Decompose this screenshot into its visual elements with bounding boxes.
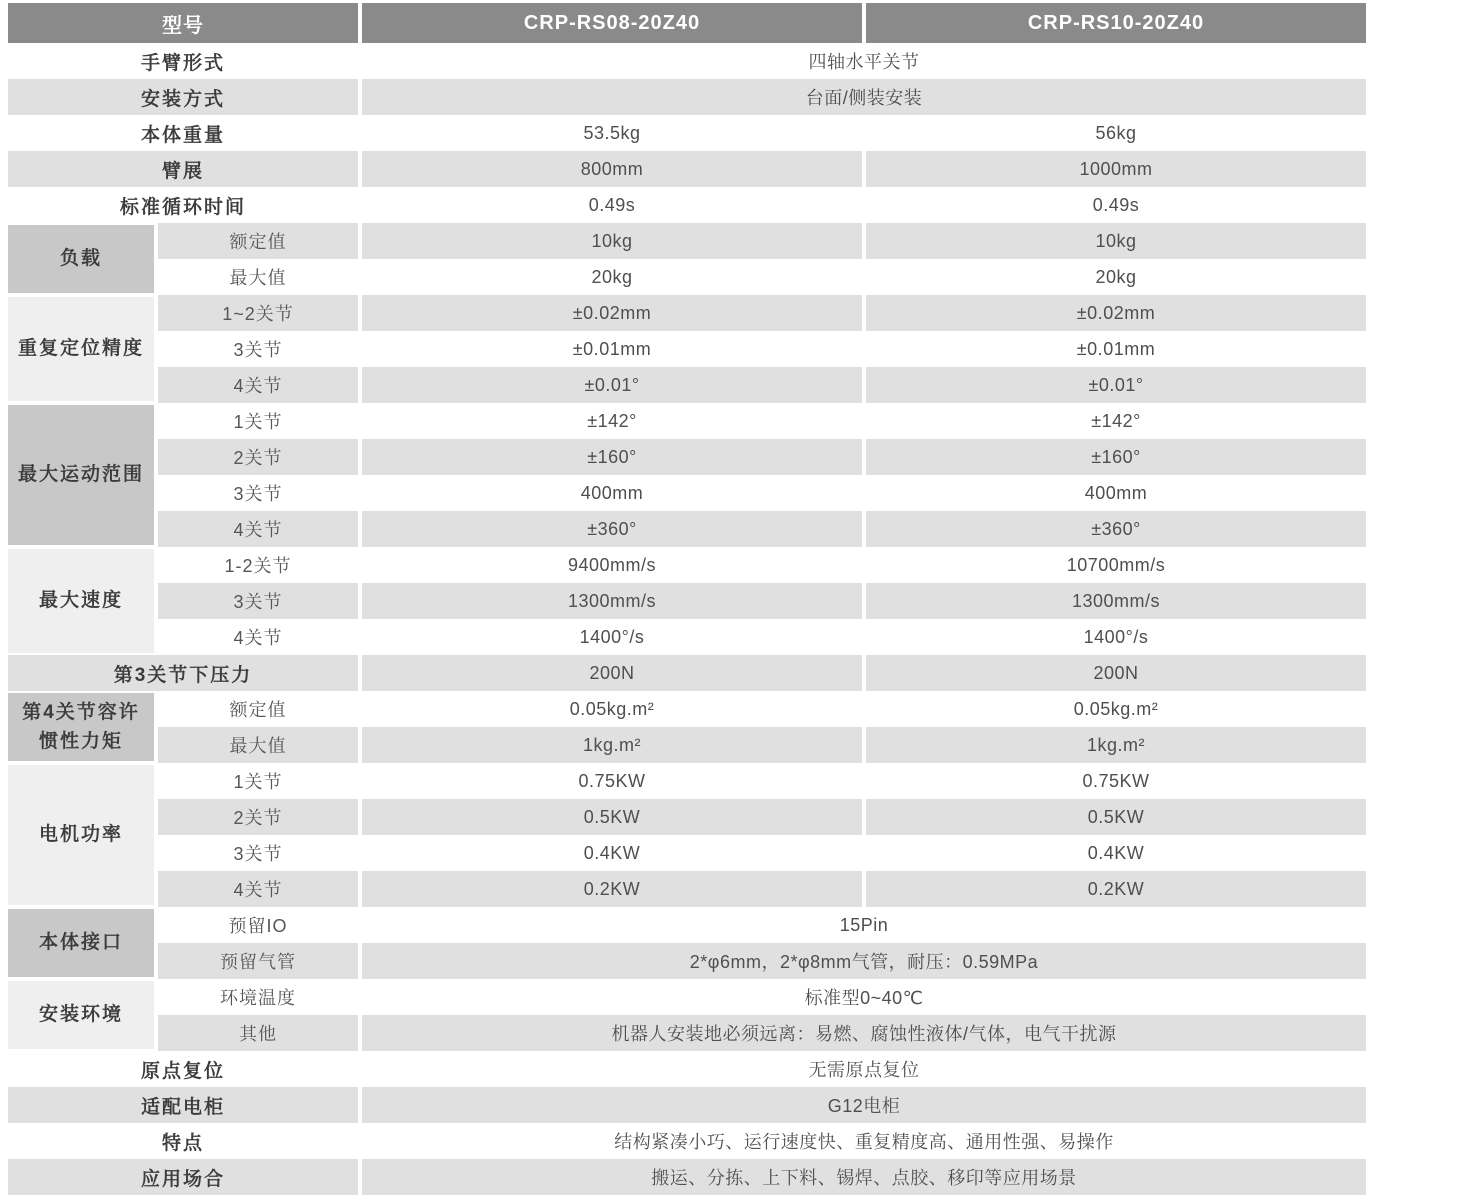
row-label: 第3关节下压力 <box>8 655 358 691</box>
row-sublabel: 3关节 <box>158 835 358 871</box>
row-sublabel: 3关节 <box>158 583 358 619</box>
row-value-merged: 结构紧凑小巧、运行速度快、重复精度高、通用性强、易操作 <box>362 1123 1366 1159</box>
row-value-col2: ±0.01° <box>866 367 1366 403</box>
row-value-col1: ±160° <box>362 439 862 475</box>
row-value-col1: 0.5KW <box>362 799 862 835</box>
row-sublabel: 4关节 <box>158 511 358 547</box>
group-label: 第4关节容许惯性力矩 <box>8 691 154 763</box>
row-value-col1: 0.2KW <box>362 871 862 907</box>
row-value-col1: 20kg <box>362 259 862 295</box>
row-value-merged: 台面/侧装安装 <box>362 79 1366 115</box>
header-model-2: CRP-RS10-20Z40 <box>866 3 1366 43</box>
row-value-col1: ±0.01° <box>362 367 862 403</box>
row-value-merged: 标准型0~40℃ <box>362 979 1366 1015</box>
row-value-col2: 20kg <box>866 259 1366 295</box>
header-model-label: 型号 <box>8 3 358 43</box>
spec-table <box>8 3 1366 1195</box>
row-label: 原点复位 <box>8 1051 358 1087</box>
row-label: 安装方式 <box>8 79 358 115</box>
row-value-col2: 0.4KW <box>866 835 1366 871</box>
row-value-col1: ±0.02mm <box>362 295 862 331</box>
row-value-col2: ±360° <box>866 511 1366 547</box>
row-sublabel: 最大值 <box>158 259 358 295</box>
header-model-1: CRP-RS08-20Z40 <box>362 3 862 43</box>
row-sublabel: 4关节 <box>158 367 358 403</box>
row-sublabel: 1~2关节 <box>158 295 358 331</box>
row-label: 臂展 <box>8 151 358 187</box>
row-value-col2: ±160° <box>866 439 1366 475</box>
row-value-col2: 56kg <box>866 115 1366 151</box>
row-sublabel: 4关节 <box>158 871 358 907</box>
row-value-col2: ±0.01mm <box>866 331 1366 367</box>
row-sublabel: 1关节 <box>158 403 358 439</box>
row-value-col1: 0.49s <box>362 187 862 223</box>
row-value-col2: 0.75KW <box>866 763 1366 799</box>
row-value-col1: 1kg.m² <box>362 727 862 763</box>
row-label: 应用场合 <box>8 1159 358 1195</box>
row-label: 标准循环时间 <box>8 187 358 223</box>
row-value-col2: ±142° <box>866 403 1366 439</box>
row-value-col1: ±0.01mm <box>362 331 862 367</box>
row-value-col1: 1400°/s <box>362 619 862 655</box>
row-sublabel: 3关节 <box>158 331 358 367</box>
row-value-col1: 0.75KW <box>362 763 862 799</box>
row-value-col1: ±360° <box>362 511 862 547</box>
row-value-col1: 1300mm/s <box>362 583 862 619</box>
row-value-col2: 200N <box>866 655 1366 691</box>
row-value-col2: 0.05kg.m² <box>866 691 1366 727</box>
row-value-col1: ±142° <box>362 403 862 439</box>
row-value-col1: 53.5kg <box>362 115 862 151</box>
row-value-col2: 1300mm/s <box>866 583 1366 619</box>
row-value-col2: ±0.02mm <box>866 295 1366 331</box>
row-value-col2: 0.49s <box>866 187 1366 223</box>
row-sublabel: 预留气管 <box>158 943 358 979</box>
row-label: 本体重量 <box>8 115 358 151</box>
row-value-col1: 0.4KW <box>362 835 862 871</box>
group-label: 负载 <box>8 223 154 295</box>
row-value-col1: 0.05kg.m² <box>362 691 862 727</box>
row-value-merged: 15Pin <box>362 907 1366 943</box>
row-value-merged: 机器人安装地必须远离：易燃、腐蚀性液体/气体，电气干扰源 <box>362 1015 1366 1051</box>
row-value-col1: 400mm <box>362 475 862 511</box>
row-sublabel: 4关节 <box>158 619 358 655</box>
row-value-col2: 1000mm <box>866 151 1366 187</box>
row-sublabel: 其他 <box>158 1015 358 1051</box>
row-value-col2: 10kg <box>866 223 1366 259</box>
row-label: 适配电柜 <box>8 1087 358 1123</box>
row-sublabel: 预留IO <box>158 907 358 943</box>
row-label: 特点 <box>8 1123 358 1159</box>
row-value-merged: 四轴水平关节 <box>362 43 1366 79</box>
row-value-col1: 10kg <box>362 223 862 259</box>
row-value-col2: 0.2KW <box>866 871 1366 907</box>
group-label: 安装环境 <box>8 979 154 1051</box>
row-sublabel: 最大值 <box>158 727 358 763</box>
row-value-col2: 400mm <box>866 475 1366 511</box>
row-label: 手臂形式 <box>8 43 358 79</box>
row-sublabel: 2关节 <box>158 799 358 835</box>
group-label: 电机功率 <box>8 763 154 907</box>
row-value-col1: 800mm <box>362 151 862 187</box>
group-label: 重复定位精度 <box>8 295 154 403</box>
row-value-col2: 1400°/s <box>866 619 1366 655</box>
row-value-merged: 无需原点复位 <box>362 1051 1366 1087</box>
row-sublabel: 环境温度 <box>158 979 358 1015</box>
row-value-col2: 1kg.m² <box>866 727 1366 763</box>
row-sublabel: 额定值 <box>158 691 358 727</box>
row-value-col2: 0.5KW <box>866 799 1366 835</box>
row-value-col1: 9400mm/s <box>362 547 862 583</box>
row-value-col1: 200N <box>362 655 862 691</box>
row-sublabel: 1-2关节 <box>158 547 358 583</box>
row-value-col2: 10700mm/s <box>866 547 1366 583</box>
group-label: 最大速度 <box>8 547 154 655</box>
row-value-merged: 2*φ6mm，2*φ8mm气管，耐压：0.59MPa <box>362 943 1366 979</box>
row-sublabel: 2关节 <box>158 439 358 475</box>
row-sublabel: 1关节 <box>158 763 358 799</box>
group-label: 本体接口 <box>8 907 154 979</box>
row-sublabel: 额定值 <box>158 223 358 259</box>
group-label: 最大运动范围 <box>8 403 154 547</box>
row-value-merged: 搬运、分拣、上下料、锡焊、点胶、移印等应用场景 <box>362 1159 1366 1195</box>
row-sublabel: 3关节 <box>158 475 358 511</box>
row-value-merged: G12电柜 <box>362 1087 1366 1123</box>
